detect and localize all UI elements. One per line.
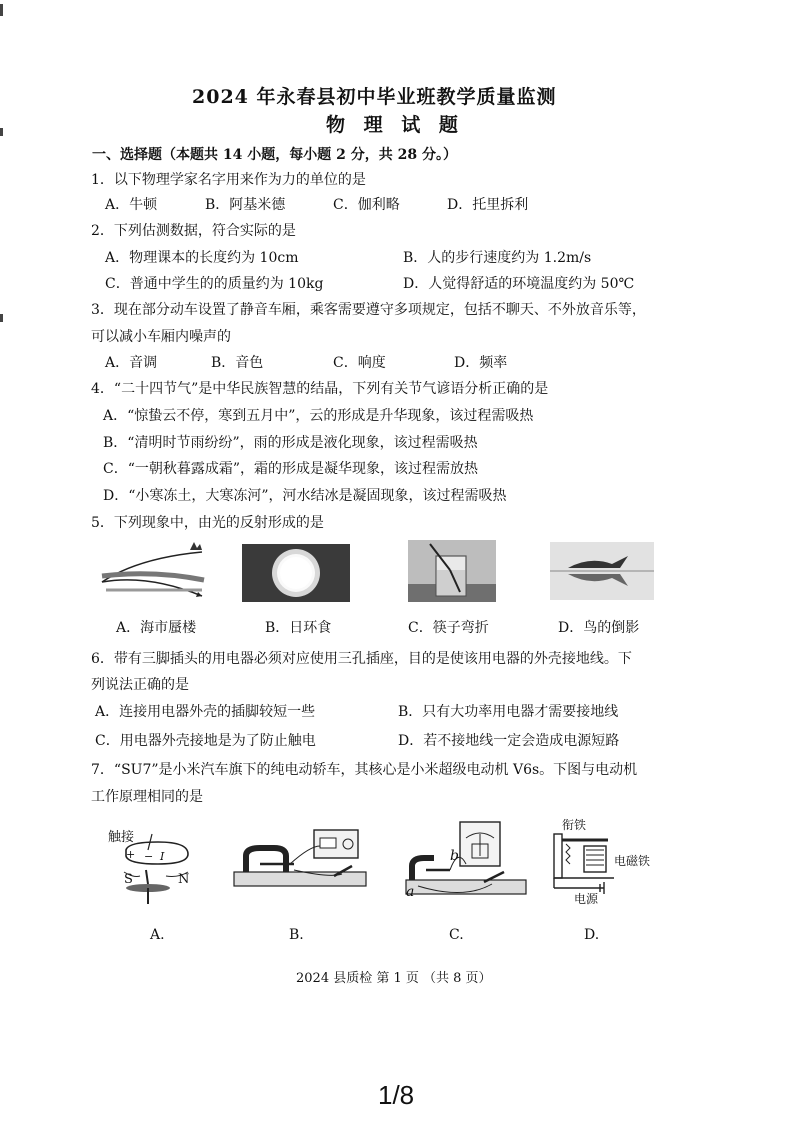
q3-option-c: C．响度 [333, 355, 386, 371]
q3-option-b: B．音色 [211, 355, 264, 371]
q4-option-a: A．“惊蛰云不停，寒到五月中”，云的形成是升华现象，该过程需吸热 [103, 408, 534, 424]
q7-option-a: A. [150, 927, 165, 943]
scan-edge-mark [0, 314, 3, 322]
galvanometer-figure [404, 820, 528, 904]
south-pole-label: S [124, 872, 133, 887]
scan-edge-mark [0, 128, 3, 136]
q5-stem: 5．下列现象中，由光的反射形成的是 [91, 515, 324, 531]
q4-option-b: B．“清明时节雨纷纷”，雨的形成是液化现象，该过程需吸热 [103, 435, 478, 451]
q7-stem-line2: 工作原理相同的是 [91, 789, 203, 805]
q7-option-d: D. [584, 927, 600, 943]
q3-stem-line1: 3．现在部分动车设置了静音车厢，乘客需要遵守多项规定，包括不聊天、不外放音乐等， [91, 302, 646, 318]
q5-option-a: A．海市蜃楼 [116, 620, 197, 636]
q2-option-b: B．人的步行速度约为 1.2m/s [403, 250, 592, 266]
q5-option-c: C．筷子弯折 [408, 620, 489, 636]
armature-label: 衔铁 [562, 818, 587, 832]
current-label: I [160, 850, 165, 863]
q2-option-a: A．物理课本的长度约为 10cm [105, 250, 299, 266]
mirage-figure [98, 540, 210, 600]
q1-option-b: B．阿基米德 [205, 197, 286, 213]
q6-option-d: D．若不接地线一定会造成电源短路 [398, 733, 620, 749]
label-b: b [450, 848, 459, 864]
q6-stem-line2: 列说法正确的是 [91, 677, 189, 693]
bent-chopstick-figure [408, 540, 496, 602]
north-pole-label: N [178, 872, 190, 887]
q4-option-c: C．“一朝秋暮露成霜”，霜的形成是凝华现象，该过程需放热 [103, 461, 479, 477]
q4-option-d: D．“小寒冻土，大寒冻河”，河水结冰是凝固现象，该过程需吸热 [103, 488, 507, 504]
q1-stem: 1．以下物理学家名字用来作为力的单位的是 [91, 172, 366, 188]
q5-option-b: B．日环食 [265, 620, 332, 636]
galvanometer-drawing [404, 820, 528, 904]
q7-stem-line1: 7．“SU7”是小米汽车旗下的纯电动轿车，其核心是小米超级电动机 V6s。下图与电动机 [91, 762, 638, 778]
motor-coil-figure [104, 824, 214, 906]
plus-label: + [126, 848, 136, 861]
page-number: 1/8 [378, 1080, 415, 1110]
bird-reflection-figure [550, 542, 654, 600]
scan-edge-mark [0, 4, 3, 16]
q6-option-b: B．只有大功率用电器才需要接地线 [398, 704, 619, 720]
q7-option-b: B. [289, 927, 304, 943]
exam-title: 2024 年永春县初中毕业班教学质量监测 [192, 86, 557, 108]
q1-option-a: A．牛顿 [105, 197, 158, 213]
page-footer: 2024 县质检 第 1 页 （共 8 页） [296, 971, 492, 986]
q4-stem: 4．“二十四节气”是中华民族智慧的结晶，下列有关节气谚语分析正确的是 [91, 381, 549, 397]
label-a: a [406, 884, 415, 900]
touch-label: 触接 [108, 830, 135, 845]
q5-option-d: D．鸟的倒影 [558, 620, 640, 636]
q2-option-c: C．普通中学生的的质量约为 10kg [105, 276, 324, 292]
q3-option-d: D．频率 [454, 355, 508, 371]
q6-option-c: C．用电器外壳接地是为了防止触电 [95, 733, 316, 749]
q2-stem: 2．下列估测数据，符合实际的是 [91, 223, 296, 239]
q6-stem-line1: 6．带有三脚插头的用电器必须对应使用三孔插座，目的是使该用电器的外壳接地线。下 [91, 651, 632, 667]
q1-option-c: C．伽利略 [333, 197, 400, 213]
q3-stem-line2: 可以减小车厢内噪声的 [91, 329, 231, 345]
magnet-battery-figure [230, 826, 370, 896]
q3-option-a: A．音调 [105, 355, 158, 371]
power-source-label: 电源 [574, 892, 599, 906]
q1-option-d: D．托里拆利 [447, 197, 529, 213]
q7-option-c: C. [449, 927, 464, 943]
q6-option-a: A．连接用电器外壳的插脚较短一些 [95, 704, 316, 720]
q2-option-d: D．人觉得舒适的环境温度约为 50℃ [403, 276, 635, 292]
section-heading: 一、选择题（本题共 14 小题，每小题 2 分，共 28 分。） [92, 147, 457, 163]
electromagnet-relay-figure [544, 814, 664, 906]
minus-label: − [144, 850, 154, 863]
electromagnet-label: 电磁铁 [614, 854, 651, 868]
exam-subtitle: 物 理 试 题 [326, 114, 464, 136]
annular-eclipse-figure [242, 544, 350, 602]
